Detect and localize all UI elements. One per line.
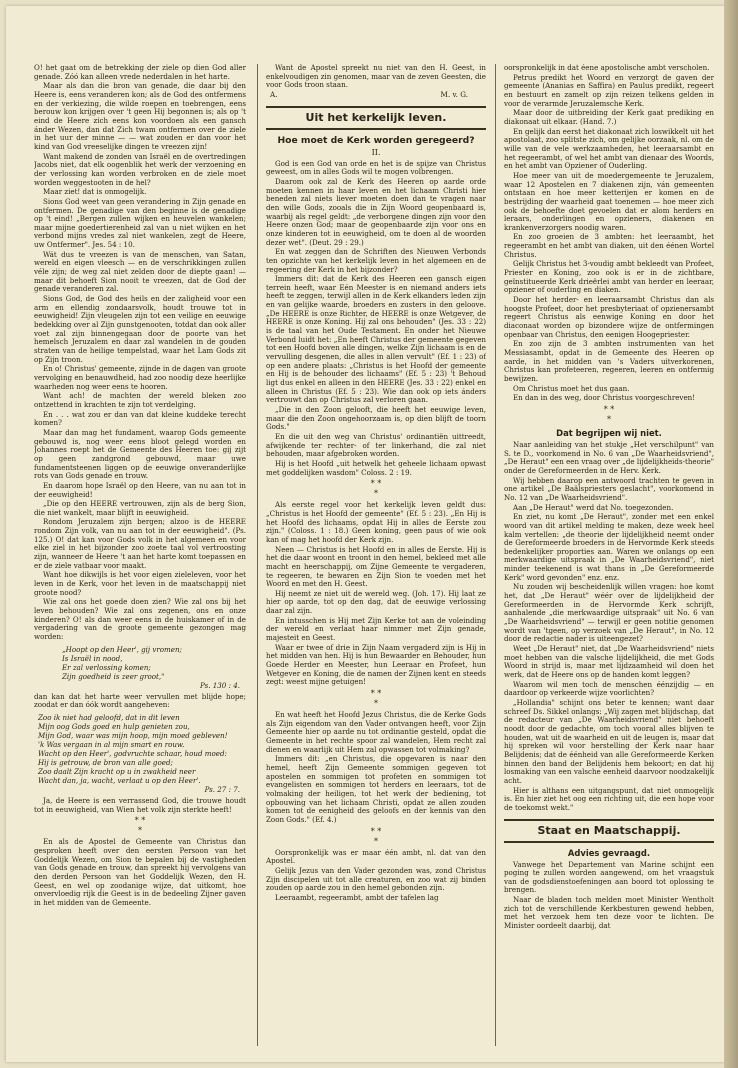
paragraph: Hier is althans een uitgangspunt, dat niet onmogelijk is. En hier ziet het oog een richting uit, die een hope voor de toekomst wekt." [504, 785, 714, 812]
psalm-line: Er zal verlossing komen; [62, 662, 151, 672]
article-title: Advies gevraagd. [567, 847, 651, 858]
paragraph: Want makend de zonden van Israël en de overtredingen Jacobs niet, dat elk oogenblik het werk der verzoening en der verlossing kan worden verbroken en de ziele moet worden weggestooten in de hel? [34, 151, 246, 187]
paragraph: Want de Apostel spreekt nu niet van den H. Geest, in enkelvoudigen zin genomen, maar van de zeven Geesten, die voor Gods troon staan. [266, 64, 486, 90]
paragraph: Neen — Christus is het Hoofd en in alles de Eerste. Hij is het die daar woont en troont in den hemel, bekleed met alle macht en heerschappij, om Zijne Gemeente te vergaderen, te regeeren, te bewaren en Zijn Sion te voeden met het Woord en met den H. Geest. [266, 544, 486, 589]
psalm-line: Mijn oog Gods goed en hulp genieten zou, [38, 721, 190, 731]
paragraph: Maar dan mag het fundament, waarop Gods gemeente gebouwd is, nog weer eens bloot gelegd worden en Johannes roept het de Gemeente des Heeren toe: gij zijt op geen zandgrond gebouwd, maar uwe fundamentsteenen liggen op de eeuwige onveranderlijke rots van Gods genade en trouw. [34, 427, 246, 481]
paragraph: Immers dit: „en Christus, die opgevaren is naar den hemel, heeft Zijn Gemeente sommigen gegeven tot apostelen en sommigen tot profeten en sommigen tot evangelisten en sommigen tot herders en leeraars, tot de volmaking der heiligen, tot het werk der bediening, tot opbouwing van het lichaam Christi, opdat ze allen zouden komen tot de eenigheid des geloofs en der kennis van den Zoon Gods." (Ef. 4.) [266, 754, 486, 824]
paragraph: „Hollandia" schijnt ons beter te kennen; want daar schreef Ds. Sikkel onlangs: „Wij zagen met blijdschap, dat de redacteur van „De Waarheidsvriend" niet behoeft noodt door de gedachte, om toch vooral alles blijven te houden, wat uit de waarheid en uit de leugen is, maar dat hij spreken wil voor herstelling der Kerk naar haar Belijdenis; dat de éénheid van alle Gereformeerde Kerken binnen den band der Belijdenis hem bekoort; en dat hij losmaking van een valsche eenheid daarvoor noodzakelijk acht. [504, 697, 714, 785]
psalm-line: Zoo ik niet had geloofd, dat in dit leven [38, 712, 180, 722]
column-left [34, 64, 246, 1048]
psalm-line: Wacht op den Heer', godvruchte schaar, houd moed: [38, 748, 227, 758]
section-divider-stars: * * * [603, 404, 615, 424]
paragraph: Immers dit: dat de Kerk des Heeren een gansch eigen terrein heeft, waar Eén Meester is en niemand anders iets heeft te zeggen, terwijl allen in de Kerk elkanders leden zijn en van gelijke waarde, broeders en zusters in den geloove. „De HEERE is onze Richter, de HEERE is onze Wetgever, de HEERE is onze Koning. Hij zal ons behouden" (Jes. 33 : 22) is de taal van het Oude Testament. En onder het Nieuwe Verbond luidt het: „En heeft Christus der gemeente gegeven tot een Hoofd boven alle dingen, welke Zijn lichaam is en de vervulling desgenen, die alles in allen vervult" (Ef. 1 : 23) of op een andere plaats: „Christus is het Hoofd der gemeente en Hij is de behouder des lichaams" (Ef. 5 : 23) 't Behoud ligt dus enkel en alleen in den HEERE (Jes. 33 : 22) enkel en alleen in Christus (Ef. 5 : 23). Wie dan ook op iets ánders vertrouwt dan op Christus zal verloren gaan. [266, 274, 486, 405]
paragraph: En als de Apostel de Gemeente van Christus dan gesproken heeft over den eersten Persoon van het Goddelijk Wezen, om Sion te bepalen bij de vastigheden van Gods genade en trouw, dan spreekt hij vervolgens van den derden Persoon van het Goddelijk Wezen, den H. Geest, en wel op zoodanige wijze, dat uitkomt, hoe onvervloedig rijk die Geest is in de bedeeling Zijner gaven in het midden van de Gemeente. [34, 837, 246, 907]
psalm-line: Wacht dan, ja, wacht, verlaat u op den Heer'. [38, 775, 201, 785]
signature-line [266, 91, 486, 100]
paragraph: En daarom hope Israël op den Heere, van nu aan tot in der eeuwigheid! [34, 480, 246, 499]
paragraph: „Die in den Zoon gelooft, die heeft het eeuwige leven, maar die den Zoon ongehoorzaam is, op dien blijft de toorn Gods." [266, 405, 486, 432]
paragraph: oorspronkelijk in dat éene apostolische ambt verscholen. [504, 64, 710, 72]
paragraph: Maar ziet! dat is onmogelijk. [43, 187, 147, 197]
paragraph: En dan in des weg, door Christus voorgeschreven! [513, 393, 696, 403]
article-number: II. [371, 147, 381, 157]
paragraph: Gelijk Christus het 3-voudig ambt bekleedt van Profeet, Priester en Koning, zoo ook is er in de zichtbare, geïnstitueerde Kerk drieërlei ambt van herder en leeraar, opziener of ouderling en diaken. [504, 259, 714, 295]
paragraph: Want ach! de machten der wereld bleken zoo ontzettend in krachten te zijn tot verdelging. [34, 391, 246, 409]
paragraph: dan kan dat het harte weer vervullen met blijde hope; zoodat er dan óók wordt aangeheven: [34, 691, 246, 710]
psalm-reference: Ps. 27 : 7. [204, 784, 240, 794]
section-divider-stars: * * * [370, 479, 382, 499]
psalm-quote [38, 713, 246, 794]
paragraph: Vanwege het Departement van Marine schijnt een poging te zullen worden aangewend, om het vraagstuk van de godsdienstoefeningen aan boord tot oplossing te brengen. [504, 859, 714, 895]
paragraph: Daarom ook zal de Kerk des Heeren op aarde orde moeten kennen in haar leven en het lichaam Christi hier beneden zal niets liever moeten doen dan te vragen naar den wille Gods, zooals die in Zijn Woord geopenbaard is, waarbij als regel geldt: „de verborgene dingen zijn voor den Heere onzen God; maar de geopenbaarde zijn voor ons en onze kinderen tot in eeuwigheid, om te doen al de woorden dezer wet". (Deut. 29 : 29.) [266, 176, 486, 247]
paragraph: En ziet, nu komt „De Heraut", zonder met een enkel woord van dit artikel melding te maken, deze week heel kalm vertellen: „de theorie der lijdelijkheid neemt onder de Gereformeerde broeders in de Hervormde Kerk steeds bedenkelijker proporties aan. Waren we onlangs op een merkwaardige uitspraak in „De Waarheidsvriend", niet minder teekenend is wat thans in „De Gereformeerde Kerk" word gevonden" enz. enz. [504, 512, 714, 582]
section-title: Uit het kerkelijk leven. [266, 106, 486, 130]
paragraph: Naar de bladen toch melden moet Minister Wentholt zich tot de verschillende Kerkbesturen gewend hebben, met het verzoek hem ten deze voor te lichten. De Minister oordeelt daarbij, dat [504, 895, 714, 931]
psalm-line: „Hoopt op den Heer', gij vromen; [62, 644, 182, 654]
paragraph: Want hoe dikwijls is het voor eigen zieleleven, voor het leven in de Kerk, voor het leven in de maatschappij niet groote nood? [34, 570, 246, 597]
article-title: Hoe moet de Kerk worden geregeerd? [277, 134, 475, 146]
psalm-line: Is Israël in nood, [62, 653, 123, 663]
paragraph: Wie zal ons het goede doen zien? Wie zal ons bij het leven behouden? Wie zal ons zegenen, ons en onze kinderen? O! als dan weer eens in de huiskamer of in de vergadering van de groote gemeente gezongen mag worden: [34, 597, 246, 641]
paragraph: Rondom Jeruzalem zijn bergen; alzoo is de HEERE rondom Zijn volk, van nu aan tot in der eeuwigheid". (Ps. 125.) O! dat kan voor Gods volk in het algemeen en voor elke ziel in het bijzonder zoo zoete taal vol vertroosting zijn, wanneer de Heere 't aan het harte komt toepassen en er de ziele vatbaar voor maakt. [34, 517, 246, 570]
column-rule-left [257, 64, 258, 1046]
section-divider-stars: * * * [370, 689, 382, 709]
paragraph: En o! Christus' gemeente, zijnde in de dagen van groote vervolging en benauwdheid, had zoo noodig deze heerlijke waarheden nog weer eens te hooren. [34, 364, 246, 391]
paragraph: Oorspronkelijk was er maar één ambt, nl. dat van den Apostel. [266, 847, 486, 866]
paragraph: Aan „De Heraut" werd dat No. toegezonden. [513, 502, 674, 512]
paragraph: Sions God, de God des heils en der zaligheid voor een arm en ellendig zondaarsvolk, houdt trouwe tot in eeuwigheid! Zijn vleugelen zijn tot een veilige en eeuwige bedekking over al Zijn gunstgenooten, totdat dan ook aller voet zal zijn binnengegaan door de poorte van het hemelsch Jeruzalem en daar zal wandelen in de gouden straten van de heilige tempelstad, waar het Lam Gods zit op Zijn troon. [34, 294, 246, 364]
section-title: Staat en Maatschappij. [504, 819, 714, 843]
psalm-line: Hij is getrouw, de bron van alle goed; [38, 757, 173, 767]
paragraph: Door het herder- en leeraarsambt Christus dan als hoogste Profeet, door het presbyteriaat of opzienersambt regeert Christus als eenwige Koning en door het diaconaat worden op bizondere wijze de ontfermingen openbaar van Christus, den eenigen Hoogepriester. [504, 295, 714, 339]
article-title: Dat begrijpen wij niet. [556, 427, 662, 438]
paragraph: Maar door de uitbreiding der Kerk gaat prediking en diakonaat uit elkaar. (Hand. 7.) [504, 108, 714, 126]
paragraph: Als eerste regel voor het kerkelijk leven geldt dus: „Christus is het Hoofd der gemeente" (Ef. 5 : 23). „En Hij is het Hoofd des lichaams, opdat Hij in alles de Eerste zou zijn." (Coloss. 1 : 18.) Geen koning, geen paus of wie ook kan of mag het hoofd der Kerk zijn. [266, 500, 486, 544]
paragraph: Waarom wil men toch de menschen éénzijdig — en daardoor op verkeerde wijze voorlichten? [504, 679, 714, 698]
paragraph: En zoo zijn de 3 ambten instrumenten van het Messiasambt, opdat in de Gemeente des Heeren op aarde, in het midden van 's Vaders uitverkorenen, Christus kan profeteeren, regeeren, leeren en ontfermig bewijzen. [504, 339, 714, 383]
page-binding-edge [724, 0, 738, 1068]
psalm-line: Zoo daalt Zijn kracht op u in zwakheid neer [38, 766, 196, 776]
paragraph: En zoo groeien de 3 ambten: het leeraambt, het regeerambt en het ambt van diaken, uit den éénen Wortel Christus. [504, 232, 714, 259]
newspaper-page [6, 6, 724, 1062]
paragraph: Sions God weet van geen verandering in Zijn genade en ontfermen. De genadige van den beginne is de genadige op 't eind! „Bergen zullen wijken en heuvelen wankelen; maar mijne goedertierenheid zal van u niet wijken en het verbond mijns vredes zal niet wankelen, zegt de Heere, uw Ontfermer". Jes. 54 : 10. [34, 196, 246, 250]
paragraph: Waar er twee of drie in Zijn Naam vergaderd zijn is Hij in het midden van hen. Hij is hun Bewaarder en Behouder, hun Goede Herder en Meester, hun Leeraar en Profeet, hun Wetgever en Koning, die de namen der Zijnen kent en steeds zegt: weest mijne getuigen! [266, 642, 486, 687]
paragraph: Hij is het Hoofd „uit hetwelk het geheele lichaam opwast met goddelijken wasdom" Coloss. 2 : 19. [266, 458, 486, 477]
paragraph: Maar als dan die bron van genade, die daar bij den Heere is, eens veranderen kon; als de God des ontfermens en der verkiezing, die wilde roepen en toebrengen, eens berouw kon krijgen over 't geen Hij begonnen is; als op 't eind de Heere zich eens kon voordoen als een gansch ánder Wezen, dan dat Zich twam ontfermen over de ziele in het uur der minne — — wat zouden er dan voor het kind van God vreeselijke dingen te vreezen zijn! [34, 81, 246, 151]
paragraph: Petrus predikt het Woord en verzorgt de gaven der gemeente (Ananias en Saffira) en Paulus predikt, regeert en bestuurt en zamelt op zijn reizen telkens gelden in voor de verarmde Jeruzalemsche Kerk. [504, 72, 714, 108]
paragraph: En intusschen is Hij met Zijn Kerke tot aan de voleinding der wereld en verlaat haar nimmer met Zijn genade, majesteit en Geest. [266, 615, 486, 643]
psalm-line: Mijn God, waar was mijn hoop, mijn moed gebleven! [38, 730, 228, 740]
paragraph: En gelijk dan eerst het diakonaat zich loswikkelt uit het apostolaat, zoo splitste zich, om gelijke oorzaak, nl. om de wille van de vele werkzaamheden, het leeraarsambt en het regeerambt, of wel het ambt van dienaar des Woords, en het ambt van Opziener of Ouderling. [504, 126, 714, 171]
signature-left: A. [270, 89, 278, 99]
psalm-quote [62, 645, 246, 690]
paragraph: „Die op den HEERE vertrouwen, zijn als de berg Sion, die niet wankelt, maar blijft in eeuwigheid. [34, 499, 246, 517]
psalm-line: 'k Was vergaan in al mijn smart en rouw. [38, 739, 185, 749]
paragraph: God is een God van orde en het is de spijze van Christus geweest, om in alles Gods wil te mogen volbrengen. [266, 158, 486, 177]
paragraph: Leeraambt, regeerambt, ambt der tafelen lag [275, 892, 439, 902]
paragraph: Gelijk Jezus van den Vader gezonden was, zond Christus Zijn discipelen uit tot alle creaturen, en zoo wat zij binden zouden op aarde zou in den hemel gebonden zijn. [266, 865, 486, 893]
paragraph: Weet „De Heraut" niet, dat „De Waarheidsvriend" niets moet hebben van die valsche lijdelijkheid, die met Gods Woord in strijd is, maar met lijdzaamheid wil doen het werk, dat de Heere ons op de handen komt leggen? [504, 644, 714, 679]
paragraph: Ja, de Heere is een verrassend God, die trouwe houdt tot in eeuwigheid, van Wien het volk zijn sterkte heeft! [34, 795, 246, 814]
paragraph: Om Christus moet het dus gaan. [513, 383, 630, 393]
psalm-reference: Ps. 130 : 4. [200, 680, 240, 690]
paragraph: En die uit den weg van Christus' ordinantiën uittreedt, afwijkende ter rechter- of ter linkerhand, die zal niet behouden, maar afgebroken worden. [266, 431, 486, 459]
paragraph: Wát dus te vreezen is van de menschen, van Satan, wereld en eigen vleesch — en de verschrikkingen zullen véle zijn; de weg zal niet zelden door de diepte gaan! — maar dit behoeft Sion nooit te vreezen, dat de God der genade veranderen zal. [34, 249, 246, 294]
section-divider-stars: * * * [370, 826, 382, 846]
paragraph: Hij neemt ze niet uit de wereld weg. (Joh. 17). Hij laat ze hier op aarde, tot op den dag, dat de eeuwige verlossing daar zal zijn. [266, 588, 486, 616]
paragraph: O! het gaat om de betrekking der ziele op dien God aller genade. Zóó kan alleen vrede nederdalen in het harte. [34, 64, 246, 81]
signature-right: M. v. G. [440, 89, 468, 99]
column-middle [266, 64, 486, 1048]
section-divider-stars: * * * [134, 816, 146, 836]
column-rule-right [495, 64, 496, 1046]
psalm-line: Zijn goedheid is zeer groot," [62, 671, 165, 681]
paragraph: En wat zeggen dan de Schriften des Nieuwen Verbonds ten opzichte van het kerkelijk leven in het algemeen en de regeering der Kerk in het bijzonder? [266, 247, 486, 274]
paragraph: En wat heeft het Hoofd Jezus Christus, die de Kerke Gods als Zijn eigendom van den Vader ontvangen heeft, voor Zijn Gemeente hier op aarde nu tot ordinantie gesteld, opdat die Gemeente in het rechte spoor zal wandelen, Hem recht zal dienen en waarlijk uit Hem zal opwassen tot volmaking? [266, 710, 486, 754]
paragraph: En . . . wat zou er dan van dat kleine kuddeke terecht komen? [34, 409, 246, 428]
paragraph: Naar aanleiding van het stukje „Het verschilpunt" van S. te D., voorkomend in No. 6 van „De Waarheidsvriend", „De Heraut" een een vraag over „de lijdelijkheids-theorie" onder de Gereformeerden in de Herv. Kerk. [504, 439, 714, 475]
paragraph: Nu zouden wij bescheidenlijk willen vragen: hoe komt het, dat „De Heraut" wéér over de lijdelijkheid der Gereformeerden in de Hervormde Kerk schrijft, aanhalende „die merkwaardige uitspraak" uit No. 6 van „De Waarheidsvriend" — terwijl er geen notitie genomen wordt van 'tgeen, op verzoek van „De Heraut", in No. 12 door de redactie nader is uiteengezet? [504, 582, 714, 644]
paragraph: Wij hebben daarop een antwoord trachten te geven in one artikel „De Baälspriesters geslacht", voorkomend in No. 12 van „De Waarheidsvriend". [504, 475, 714, 502]
column-right [504, 64, 714, 1048]
paragraph: Hoe meer van uit de moedergemeente te Jeruzalem, waar 12 Apostelen en 7 diakenen zijn, ván gemeenten ontstaan en hoe meer ketterijen er komen en de bestrijding der waarheid gaat toenemen — hoe meer zich ook de behoefte doet gevoelen dat er alom herders en leraars, onderlingen en opzieners, diakenen en krankenverzorgers noodig waren. [504, 170, 714, 232]
